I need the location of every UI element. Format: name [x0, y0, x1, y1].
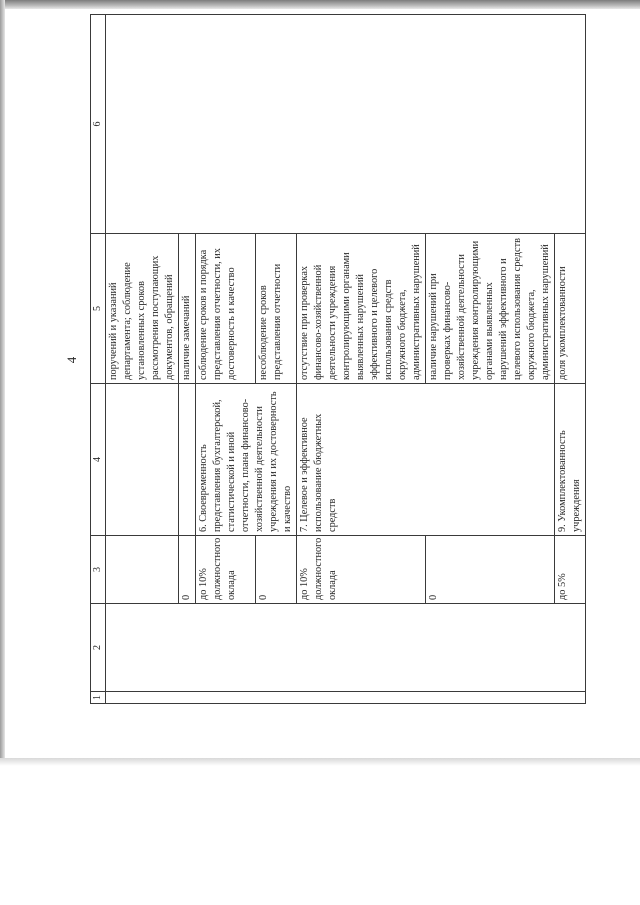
- cell-size: до 10% должностного оклада: [297, 536, 426, 604]
- table-row: [106, 15, 179, 704]
- rotated-document-page: [50, 0, 590, 720]
- cell-criterion: 7. Целевое и эффективное использование бюджетных средств: [297, 384, 555, 536]
- cell-criterion: 9. Укомплектованность учреждения: [555, 384, 586, 536]
- criteria-table: [90, 14, 586, 704]
- cell-condition: несоблюдение сроков представления отчетности: [255, 234, 296, 384]
- header-col-4: 4: [91, 384, 106, 536]
- page-number: 4: [64, 356, 79, 364]
- cell-col-6: [106, 15, 586, 234]
- cell-size: 0: [255, 536, 296, 604]
- cell-size: до 10% должностного оклада: [196, 536, 256, 604]
- cell-condition: наличие нарушений при проверках финансово-хозяйственной деятельности учреждения контролирующими органами выявленных нарушений эффективного и целевого использования средств окружного бюджета, административных нарушений: [426, 234, 555, 384]
- header-col-6: 6: [91, 15, 106, 234]
- cell-size: [106, 536, 179, 604]
- page-bottom-edge: [0, 758, 640, 766]
- cell-size: до 5%: [555, 536, 586, 604]
- table-header-row: [91, 15, 106, 704]
- header-col-3: 3: [91, 536, 106, 604]
- cell-criterion: [106, 384, 179, 536]
- cell-condition: наличие замечаний: [179, 234, 196, 384]
- cell-col-2: [106, 604, 586, 692]
- cell-condition: отсутствие при проверках финансово-хозяйственной деятельности учреждения контролирующими органами выявленных нарушений эффективного и целевого использования средств окружного бюджета, административных нарушений: [297, 234, 426, 384]
- cell-criterion: 6. Своевременность представления бухгалтерской, статистической и иной отчетности, плана финансово-хозяйственной деятельности учреждения и их достоверность и качество: [196, 384, 297, 536]
- cell-condition: поручений и указаний департамента; соблюдение установленных сроков рассмотрения поступающих документов, обращений: [106, 234, 179, 384]
- header-col-2: 2: [91, 604, 106, 692]
- cell-criterion: [179, 384, 196, 536]
- cell-col-1: [106, 692, 586, 704]
- cell-size: 0: [179, 536, 196, 604]
- scan-left-edge: [0, 0, 5, 760]
- cell-size: 0: [426, 536, 555, 604]
- cell-condition: доля укомплектованности: [555, 234, 586, 384]
- header-col-5: 5: [91, 234, 106, 384]
- header-col-1: 1: [91, 692, 106, 704]
- cell-condition: соблюдение сроков и порядка представления отчетности, их достоверность и качество: [196, 234, 256, 384]
